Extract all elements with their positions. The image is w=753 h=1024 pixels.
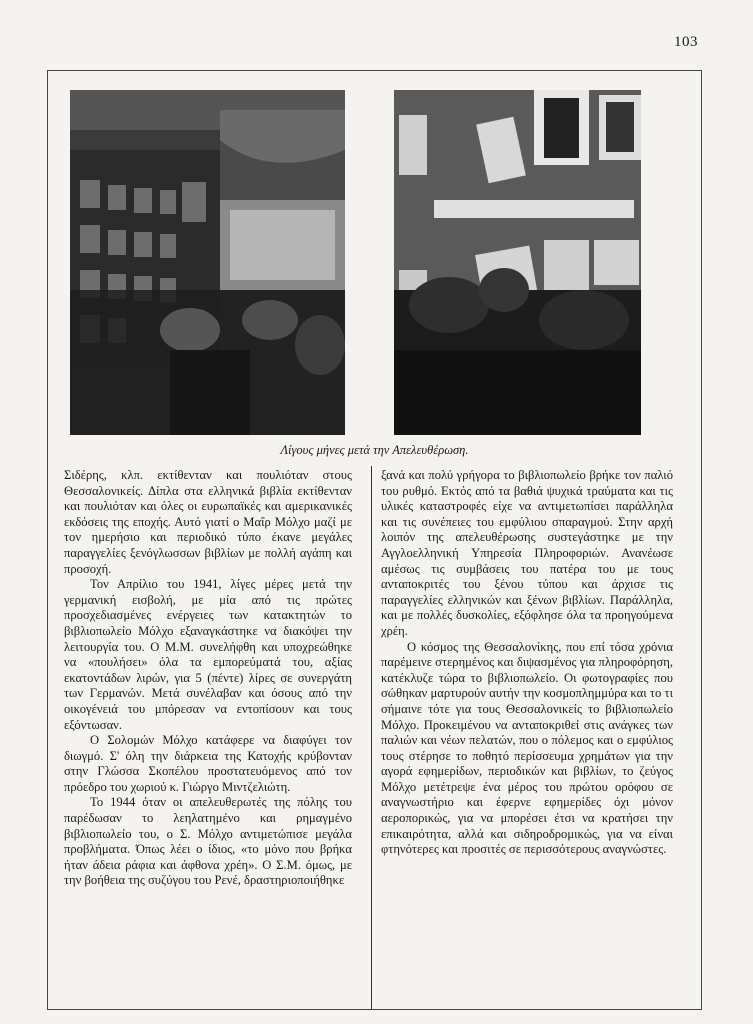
paragraph: Το 1944 όταν οι απελευθερωτές της πόλης του παρέδωσαν το λεηλατημένο και ρημαγμένο βιβλιοπωλείο του, ο Σ. Μόλχο αντιμετώπισε μεγάλα προβλήματα. Όπως λέει ο ίδιος, «το μόνο που βρήκα ήταν άδεια ράφια και άφθονα χρέη». Ο Σ.Μ. όμως, με την βοήθεια της συζύγου του Ρενέ, δραστηριοποιήθηκε [64,795,352,888]
left-text-column [64,468,352,889]
right-text-column [381,468,673,858]
paragraph: Τον Απρίλιο του 1941, λίγες μέρες μετά την γερμανική εισβολή, με μία από τις πρώτες προσχεδιασμένες ενέργειες των κατακτητών το βιβλιοπωλείο Μόλχο εξαναγκάστηκε να διακόψει την λειτουργία του. Ο Μ.Μ. συνελήφθη και υποχρεώθηκε να «πουλήσει» όλα τα εμπορεύματά του, αξίας εκατοντάδων λιρών, για 5 (πέντε) λίρες σε συνεργάτη των Γερμανών. Μετά συνέλαβαν και όσους από την οικογένειά του μπόρεσαν να εντοπίσουν και τους εξόντωσαν. [64,577,352,732]
bookshop-interior-photo [70,90,345,435]
crowd-reading-photo [394,90,641,435]
paragraph: ξανά και πολύ γρήγορα το βιβλιοπωλείο βρήκε τον παλιό του ρυθμό. Εκτός από τα βαθιά ψυχικά τραύματα και τις υλικές καταστροφές είχε να αντιμετωπίσει παράλληλα και τις συνέπειες του εμφύλιου σπαραγμού. Στην αρχή λοιπόν της απελευθέρωσης συστεγάστηκε με την Αγγλοελληνική Υπηρεσία Πληροφοριών. Ανανέωσε αμέσως τις συμβάσεις του πατέρα του με τους ανταποκριτές του ξένου τύπου και άρχισε τις παραγγελίες ελληνικών και ξένων βιβλίων. Παράλληλα, και με πολλές δυσκολίες, εξόφλησε όλα τα προηγούμενα χρέη. [381,468,673,638]
paragraph: Ο Σολομών Μόλχο κατάφερε να διαφύγει τον διωγμό. Σ' όλη την διάρκεια της Κατοχής κρύβονταν στην Γλώσσα Σκοπέλου προστατευόμενος από τον πρόεδρο του χωριού κ. Γιώργο Μιντζελιώτη. [64,733,352,794]
page-number: 103 [674,34,698,50]
paragraph: Σιδέρης, κλπ. εκτίθενταν και πουλιόταν στους Θεσσαλονικείς. Δίπλα στα ελληνικά βιβλία εκτίθενταν και πουλιόταν και όλες οι ευρωπαϊκές και αμερικανικές εκδόσεις της εποχής. Αυτό γιατί ο Μαΐρ Μόλχο μαζί με τον ημερήσιο και περιοδικό τύπο έκανε μεγάλες παραγγελίες ξενόγλωσσων βιβλίων με πολλή αγάπη και προσοχή. [64,468,352,576]
paragraph: Ο κόσμος της Θεσσαλονίκης, που επί τόσα χρόνια παρέμεινε στερημένος και διψασμένος για πληροφόρηση, κατέκλυζε τώρα το βιβλιοπωλείο. Οι φωτογραφίες που σώθηκαν μαρτυρούν αυτήν την κοσμοπλημμύρα και το τι σήμαινε τότε για τους Θεσσαλονικείς το βιβλιοπωλείο Μόλχο. Προκειμένου να ανταποκριθεί στις ανάγκες των παλιών και νέων πελατών, που ο πόλεμος και ο εμφύλιος τους στέρησε το ποθητό περίσσευμα χρημάτων για την αγορά εφημερίδων, περιοδικών και βιβλίων, το ζεύγος Μόλχο μετέτρεψε ένα μέρος του πρώτου ορόφου σε αναγνωστήριο και έφερνε εφημερίδες όχι μόνον αεροπορικώς, για να μπορέσει έτσι να κρατήσει την επικαιρότητα, αλλά και σιδηροδρομικώς, για να είναι φτηνότερες και προσιτές σε περισσότερους αναγνώστες. [381,639,673,857]
page-frame [47,70,702,1010]
photo-caption: Λίγους μήνες μετά την Απελευθέρωση. [280,443,469,457]
column-divider [371,466,372,1009]
